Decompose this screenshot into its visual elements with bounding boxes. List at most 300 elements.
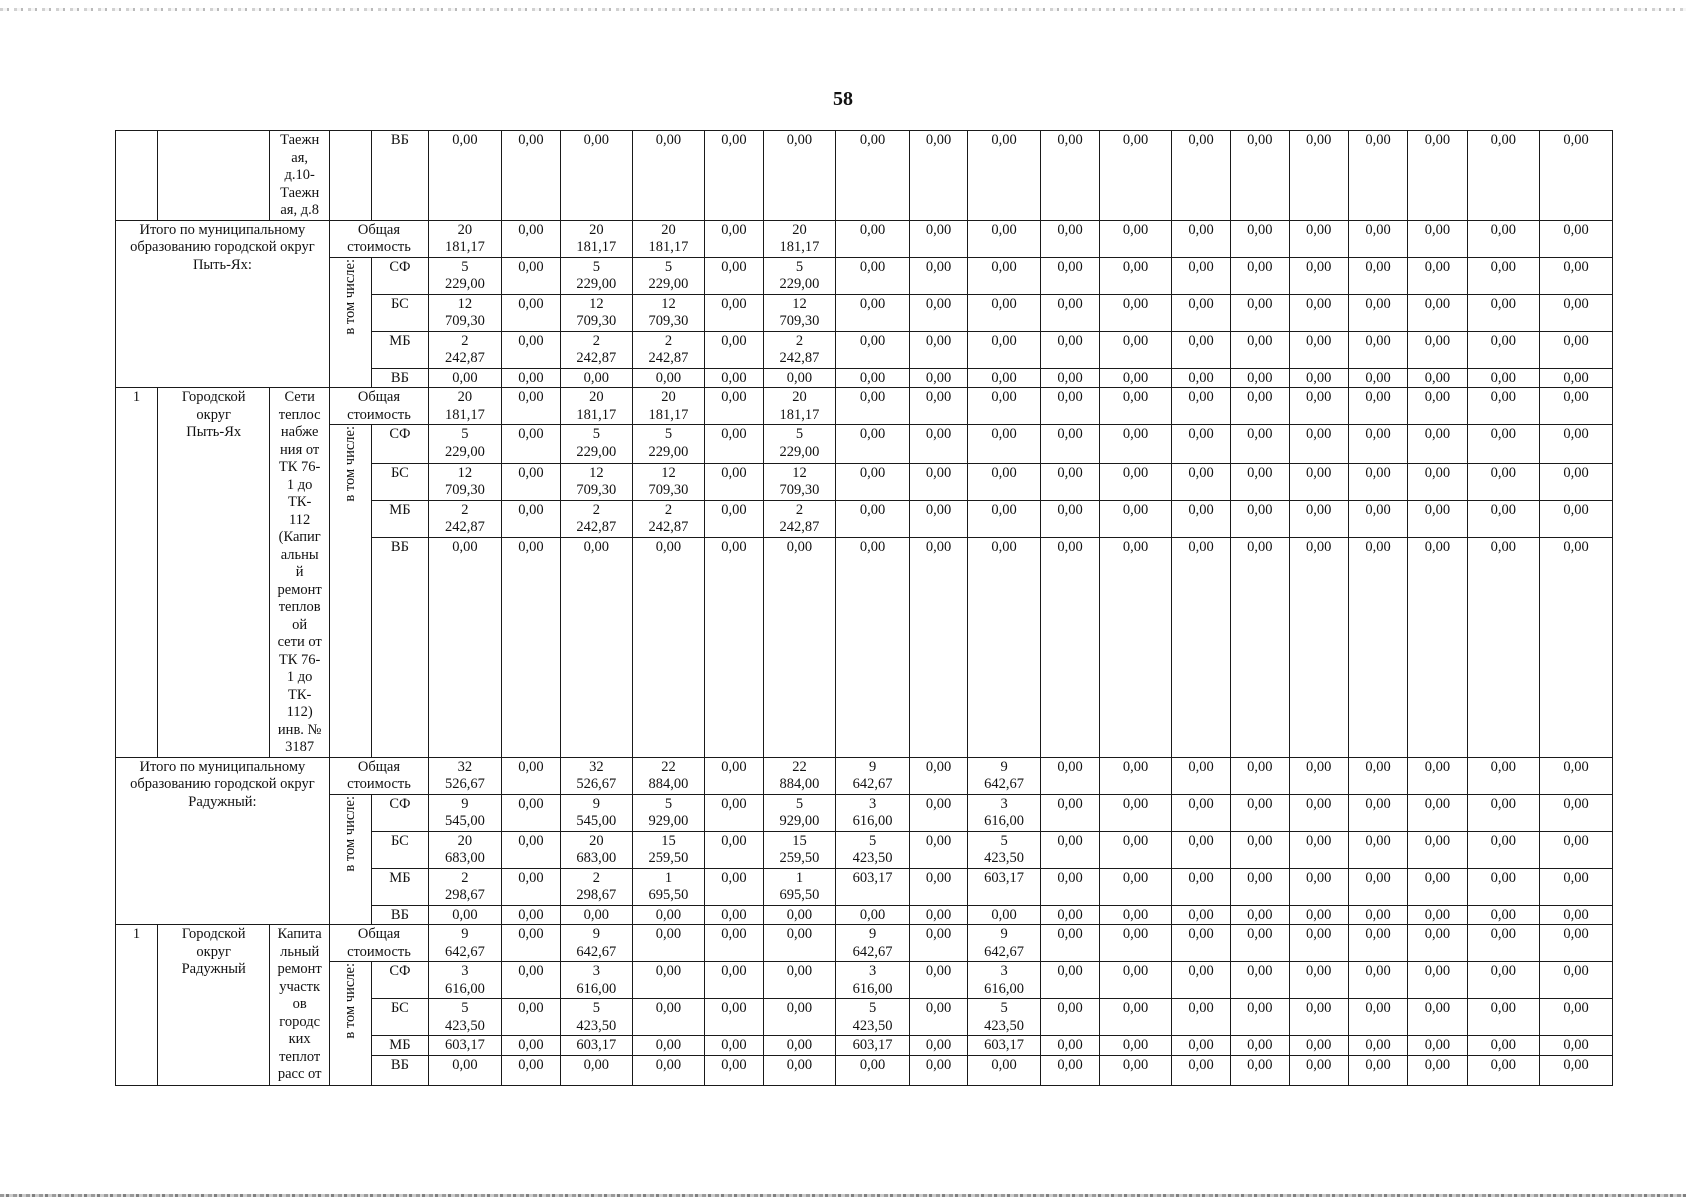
value-cell: 3 616,00 bbox=[968, 794, 1041, 831]
value-cell: 0,00 bbox=[1408, 831, 1467, 868]
value-cell: 0,00 bbox=[1408, 500, 1467, 537]
municipality: Городской округ Пыть-Ях bbox=[157, 388, 270, 758]
value-cell: 0,00 bbox=[705, 257, 763, 294]
value-cell: 0,00 bbox=[501, 831, 560, 868]
value-cell: 0,00 bbox=[501, 999, 560, 1036]
value-cell: 0,00 bbox=[1408, 999, 1467, 1036]
value-cell: 603,17 bbox=[561, 1036, 633, 1056]
value-cell: 2 242,87 bbox=[561, 331, 633, 368]
value-cell: 0,00 bbox=[1040, 1036, 1099, 1056]
value-cell: 0,00 bbox=[1040, 999, 1099, 1036]
value-cell: 0,00 bbox=[1289, 757, 1348, 794]
value-cell: 0,00 bbox=[1467, 257, 1540, 294]
value-cell: 0,00 bbox=[705, 537, 763, 757]
value-cell: 0,00 bbox=[968, 294, 1041, 331]
value-cell: 20 181,17 bbox=[763, 388, 836, 425]
value-cell: 0,00 bbox=[501, 1036, 560, 1056]
value-cell: 0,00 bbox=[1348, 425, 1407, 464]
value-cell: 0,00 bbox=[561, 537, 633, 757]
value-cell: 0,00 bbox=[1100, 905, 1172, 925]
value-cell: 0,00 bbox=[1231, 257, 1289, 294]
value-cell: 0,00 bbox=[836, 220, 910, 257]
total-cost-label: Общая стоимость bbox=[329, 220, 428, 257]
value-cell: 5 929,00 bbox=[632, 794, 705, 831]
value-cell: 20 181,17 bbox=[561, 220, 633, 257]
total-cost-label: Общая стоимость bbox=[329, 388, 428, 425]
value-cell: 3 616,00 bbox=[836, 794, 910, 831]
value-cell: 0,00 bbox=[836, 500, 910, 537]
value-cell: 0,00 bbox=[1171, 905, 1230, 925]
value-cell: 0,00 bbox=[909, 868, 967, 905]
value-cell: 0,00 bbox=[1231, 868, 1289, 905]
value-cell: 0,00 bbox=[1289, 868, 1348, 905]
value-cell: 2 242,87 bbox=[429, 331, 502, 368]
value-cell: 0,00 bbox=[1289, 999, 1348, 1036]
value-cell: 0,00 bbox=[1171, 868, 1230, 905]
value-cell: 0,00 bbox=[501, 500, 560, 537]
value-cell: 0,00 bbox=[1540, 368, 1613, 388]
value-cell: 0,00 bbox=[836, 257, 910, 294]
value-cell: 5 929,00 bbox=[763, 794, 836, 831]
value-cell: 0,00 bbox=[1171, 1055, 1230, 1085]
table-row bbox=[116, 257, 1613, 294]
value-cell: 0,00 bbox=[968, 425, 1041, 464]
value-cell: 0,00 bbox=[1289, 537, 1348, 757]
value-cell: 0,00 bbox=[1040, 331, 1099, 368]
value-cell: 0,00 bbox=[1540, 831, 1613, 868]
value-cell: 0,00 bbox=[1540, 294, 1613, 331]
value-cell: 2 242,87 bbox=[763, 500, 836, 537]
value-cell: 0,00 bbox=[705, 463, 763, 500]
value-cell: 15 259,50 bbox=[632, 831, 705, 868]
value-cell: 0,00 bbox=[909, 962, 967, 999]
table-row bbox=[116, 757, 1613, 794]
including-label bbox=[329, 962, 371, 1086]
value-cell: 0,00 bbox=[1100, 368, 1172, 388]
source-label: БС bbox=[371, 463, 428, 500]
value-cell: 0,00 bbox=[968, 331, 1041, 368]
value-cell: 0,00 bbox=[1348, 1036, 1407, 1056]
value-cell: 0,00 bbox=[1348, 962, 1407, 999]
value-cell: 0,00 bbox=[836, 131, 910, 221]
value-cell: 0,00 bbox=[968, 537, 1041, 757]
value-cell: 0,00 bbox=[1408, 131, 1467, 221]
value-cell: 0,00 bbox=[1467, 831, 1540, 868]
including-label-text: в том числе: bbox=[341, 795, 358, 872]
value-cell: 0,00 bbox=[1467, 220, 1540, 257]
value-cell: 0,00 bbox=[501, 257, 560, 294]
value-cell: 0,00 bbox=[1348, 131, 1407, 221]
table-row bbox=[116, 794, 1613, 831]
value-cell: 5 423,50 bbox=[429, 999, 502, 1036]
value-cell: 12 709,30 bbox=[632, 463, 705, 500]
value-cell: 0,00 bbox=[1408, 257, 1467, 294]
value-cell: 0,00 bbox=[1171, 831, 1230, 868]
value-cell: 0,00 bbox=[705, 794, 763, 831]
value-cell: 20 181,17 bbox=[632, 388, 705, 425]
value-cell: 15 259,50 bbox=[763, 831, 836, 868]
value-cell: 0,00 bbox=[1408, 537, 1467, 757]
value-cell: 0,00 bbox=[1540, 999, 1613, 1036]
value-cell: 0,00 bbox=[1348, 463, 1407, 500]
value-cell: 12 709,30 bbox=[763, 463, 836, 500]
value-cell: 3 616,00 bbox=[836, 962, 910, 999]
value-cell: 0,00 bbox=[1231, 500, 1289, 537]
value-cell: 0,00 bbox=[1231, 999, 1289, 1036]
value-cell: 0,00 bbox=[1231, 1036, 1289, 1056]
value-cell: 0,00 bbox=[836, 294, 910, 331]
value-cell: 0,00 bbox=[1100, 537, 1172, 757]
value-cell: 0,00 bbox=[836, 537, 910, 757]
value-cell: 0,00 bbox=[1348, 1055, 1407, 1085]
value-cell: 0,00 bbox=[561, 131, 633, 221]
value-cell: 12 709,30 bbox=[632, 294, 705, 331]
value-cell: 0,00 bbox=[1231, 1055, 1289, 1085]
value-cell: 0,00 bbox=[1100, 1036, 1172, 1056]
value-cell: 0,00 bbox=[1231, 925, 1289, 962]
value-cell: 0,00 bbox=[705, 500, 763, 537]
value-cell: 0,00 bbox=[1231, 131, 1289, 221]
value-cell: 0,00 bbox=[1040, 537, 1099, 757]
value-cell: 0,00 bbox=[1100, 868, 1172, 905]
value-cell: 0,00 bbox=[1289, 463, 1348, 500]
value-cell: 0,00 bbox=[1171, 925, 1230, 962]
value-cell: 0,00 bbox=[1171, 999, 1230, 1036]
value-cell: 0,00 bbox=[1348, 868, 1407, 905]
value-cell: 3 616,00 bbox=[429, 962, 502, 999]
value-cell: 0,00 bbox=[1540, 1055, 1613, 1085]
value-cell: 0,00 bbox=[1289, 425, 1348, 464]
value-cell: 0,00 bbox=[501, 537, 560, 757]
value-cell: 0,00 bbox=[1100, 831, 1172, 868]
value-cell: 0,00 bbox=[836, 463, 910, 500]
including-label bbox=[329, 425, 371, 758]
row-number bbox=[116, 131, 158, 221]
value-cell: 0,00 bbox=[909, 1036, 967, 1056]
value-cell: 0,00 bbox=[1540, 757, 1613, 794]
value-cell: 5 423,50 bbox=[836, 999, 910, 1036]
value-cell: 0,00 bbox=[705, 294, 763, 331]
value-cell: 0,00 bbox=[501, 925, 560, 962]
value-cell: 0,00 bbox=[1540, 962, 1613, 999]
value-cell: 0,00 bbox=[501, 1055, 560, 1085]
value-cell: 0,00 bbox=[1540, 905, 1613, 925]
value-cell: 0,00 bbox=[1100, 294, 1172, 331]
value-cell: 0,00 bbox=[1100, 925, 1172, 962]
value-cell: 0,00 bbox=[1231, 905, 1289, 925]
value-cell: 0,00 bbox=[1040, 757, 1099, 794]
value-cell: 0,00 bbox=[1467, 1055, 1540, 1085]
value-cell: 0,00 bbox=[632, 1055, 705, 1085]
value-cell: 0,00 bbox=[968, 257, 1041, 294]
value-cell: 0,00 bbox=[1100, 220, 1172, 257]
value-cell: 0,00 bbox=[1100, 794, 1172, 831]
value-cell: 0,00 bbox=[705, 331, 763, 368]
value-cell: 12 709,30 bbox=[561, 294, 633, 331]
value-cell: 12 709,30 bbox=[429, 294, 502, 331]
value-cell: 0,00 bbox=[1540, 1036, 1613, 1056]
value-cell: 0,00 bbox=[501, 131, 560, 221]
value-cell: 0,00 bbox=[1171, 131, 1230, 221]
value-cell: 0,00 bbox=[1231, 794, 1289, 831]
value-cell: 0,00 bbox=[909, 1055, 967, 1085]
value-cell: 0,00 bbox=[1348, 905, 1407, 925]
value-cell: 22 884,00 bbox=[632, 757, 705, 794]
value-cell: 0,00 bbox=[705, 131, 763, 221]
value-cell: 0,00 bbox=[909, 257, 967, 294]
value-cell: 3 616,00 bbox=[968, 962, 1041, 999]
value-cell: 0,00 bbox=[1100, 1055, 1172, 1085]
value-cell: 0,00 bbox=[1408, 757, 1467, 794]
value-cell: 0,00 bbox=[1231, 220, 1289, 257]
value-cell: 0,00 bbox=[1289, 1055, 1348, 1085]
value-cell: 0,00 bbox=[1540, 500, 1613, 537]
value-cell: 0,00 bbox=[1467, 368, 1540, 388]
value-cell: 5 229,00 bbox=[429, 425, 502, 464]
source-label: ВБ bbox=[371, 1055, 428, 1085]
value-cell: 0,00 bbox=[1467, 757, 1540, 794]
value-cell: 0,00 bbox=[705, 925, 763, 962]
value-cell: 0,00 bbox=[1348, 831, 1407, 868]
value-cell: 5 229,00 bbox=[429, 257, 502, 294]
value-cell: 0,00 bbox=[705, 962, 763, 999]
value-cell: 1 695,50 bbox=[632, 868, 705, 905]
including-label bbox=[329, 257, 371, 388]
value-cell: 603,17 bbox=[836, 1036, 910, 1056]
value-cell: 0,00 bbox=[1289, 1036, 1348, 1056]
value-cell: 0,00 bbox=[1171, 1036, 1230, 1056]
value-cell: 3 616,00 bbox=[561, 962, 633, 999]
source-label: СФ bbox=[371, 257, 428, 294]
source-label: СФ bbox=[371, 794, 428, 831]
value-cell: 0,00 bbox=[1231, 463, 1289, 500]
value-cell: 0,00 bbox=[1408, 905, 1467, 925]
value-cell: 0,00 bbox=[1467, 868, 1540, 905]
value-cell: 0,00 bbox=[1408, 1036, 1467, 1056]
value-cell: 0,00 bbox=[1348, 368, 1407, 388]
value-cell: 0,00 bbox=[909, 537, 967, 757]
value-cell: 5 423,50 bbox=[836, 831, 910, 868]
value-cell: 9 642,67 bbox=[968, 757, 1041, 794]
value-cell: 20 181,17 bbox=[429, 220, 502, 257]
value-cell: 0,00 bbox=[1408, 794, 1467, 831]
value-cell: 0,00 bbox=[1171, 794, 1230, 831]
value-cell: 0,00 bbox=[1540, 868, 1613, 905]
value-cell: 0,00 bbox=[561, 368, 633, 388]
value-cell: 0,00 bbox=[968, 368, 1041, 388]
value-cell: 0,00 bbox=[705, 220, 763, 257]
value-cell: 2 298,67 bbox=[429, 868, 502, 905]
value-cell: 0,00 bbox=[632, 962, 705, 999]
including-label bbox=[329, 794, 371, 925]
value-cell: 0,00 bbox=[1100, 257, 1172, 294]
value-cell: 0,00 bbox=[501, 220, 560, 257]
value-cell: 0,00 bbox=[632, 368, 705, 388]
value-cell: 5 229,00 bbox=[561, 257, 633, 294]
value-cell: 0,00 bbox=[1467, 925, 1540, 962]
value-cell: 0,00 bbox=[1467, 1036, 1540, 1056]
value-cell: 0,00 bbox=[1467, 294, 1540, 331]
value-cell: 0,00 bbox=[501, 294, 560, 331]
value-cell: 2 298,67 bbox=[561, 868, 633, 905]
source-label: БС bbox=[371, 831, 428, 868]
value-cell: 2 242,87 bbox=[561, 500, 633, 537]
value-cell: 0,00 bbox=[705, 388, 763, 425]
value-cell: 0,00 bbox=[836, 331, 910, 368]
value-cell: 9 642,67 bbox=[429, 925, 502, 962]
value-cell: 0,00 bbox=[836, 905, 910, 925]
value-cell: 0,00 bbox=[1040, 294, 1099, 331]
value-cell: 0,00 bbox=[1289, 925, 1348, 962]
value-cell: 0,00 bbox=[763, 1036, 836, 1056]
value-cell: 12 709,30 bbox=[561, 463, 633, 500]
value-cell: 0,00 bbox=[1540, 331, 1613, 368]
value-cell: 0,00 bbox=[1040, 131, 1099, 221]
value-cell: 0,00 bbox=[501, 905, 560, 925]
value-cell: 0,00 bbox=[1040, 925, 1099, 962]
value-cell: 0,00 bbox=[909, 294, 967, 331]
value-cell: 0,00 bbox=[836, 388, 910, 425]
value-cell: 0,00 bbox=[1348, 500, 1407, 537]
value-cell: 22 884,00 bbox=[763, 757, 836, 794]
value-cell: 0,00 bbox=[1231, 388, 1289, 425]
value-cell: 0,00 bbox=[1289, 500, 1348, 537]
value-cell: 0,00 bbox=[1231, 294, 1289, 331]
value-cell: 0,00 bbox=[1289, 794, 1348, 831]
value-cell: 0,00 bbox=[1408, 868, 1467, 905]
value-cell: 0,00 bbox=[909, 999, 967, 1036]
total-cost-label: Общая стоимость bbox=[329, 757, 428, 794]
value-cell: 9 642,67 bbox=[836, 925, 910, 962]
value-cell: 0,00 bbox=[1171, 500, 1230, 537]
value-cell: 0,00 bbox=[909, 220, 967, 257]
value-cell: 0,00 bbox=[909, 500, 967, 537]
group-total-title: Итого по муниципальному образованию городской округ Пыть-Ях: bbox=[116, 220, 330, 388]
value-cell: 0,00 bbox=[909, 131, 967, 221]
value-cell: 20 181,17 bbox=[763, 220, 836, 257]
value-cell: 0,00 bbox=[1408, 368, 1467, 388]
value-cell: 9 642,67 bbox=[968, 925, 1041, 962]
value-cell: 0,00 bbox=[909, 925, 967, 962]
value-cell: 0,00 bbox=[1467, 388, 1540, 425]
value-cell: 0,00 bbox=[1408, 388, 1467, 425]
value-cell: 603,17 bbox=[968, 868, 1041, 905]
value-cell: 0,00 bbox=[632, 1036, 705, 1056]
including-label-text: в том числе: bbox=[341, 258, 358, 335]
including-label bbox=[329, 131, 371, 221]
value-cell: 0,00 bbox=[968, 905, 1041, 925]
object-name: Сети теплос набже ния от ТК 76- 1 до ТК- 112 (Капиг альны й ремонт теплов ой сети от ТК 76- 1 до ТК- 112) инв. № 3187 bbox=[270, 388, 329, 758]
value-cell: 0,00 bbox=[1540, 537, 1613, 757]
value-cell: 0,00 bbox=[1348, 294, 1407, 331]
value-cell: 0,00 bbox=[836, 1055, 910, 1085]
value-cell: 0,00 bbox=[1289, 131, 1348, 221]
value-cell: 0,00 bbox=[632, 905, 705, 925]
row-number: 1 bbox=[116, 925, 158, 1086]
value-cell: 0,00 bbox=[632, 537, 705, 757]
source-label: БС bbox=[371, 999, 428, 1036]
value-cell: 0,00 bbox=[1171, 368, 1230, 388]
value-cell: 0,00 bbox=[1348, 257, 1407, 294]
value-cell: 2 242,87 bbox=[632, 331, 705, 368]
value-cell: 0,00 bbox=[1231, 831, 1289, 868]
value-cell: 0,00 bbox=[968, 388, 1041, 425]
value-cell: 0,00 bbox=[429, 905, 502, 925]
value-cell: 0,00 bbox=[1100, 425, 1172, 464]
source-label: МБ bbox=[371, 500, 428, 537]
value-cell: 0,00 bbox=[1408, 331, 1467, 368]
value-cell: 0,00 bbox=[501, 794, 560, 831]
value-cell: 0,00 bbox=[1171, 388, 1230, 425]
value-cell: 20 181,17 bbox=[561, 388, 633, 425]
value-cell: 2 242,87 bbox=[632, 500, 705, 537]
value-cell: 0,00 bbox=[763, 925, 836, 962]
value-cell: 0,00 bbox=[1540, 257, 1613, 294]
value-cell: 0,00 bbox=[705, 425, 763, 464]
value-cell: 5 229,00 bbox=[561, 425, 633, 464]
source-label: МБ bbox=[371, 868, 428, 905]
value-cell: 9 642,67 bbox=[836, 757, 910, 794]
value-cell: 0,00 bbox=[1040, 905, 1099, 925]
value-cell: 0,00 bbox=[429, 1055, 502, 1085]
value-cell: 5 423,50 bbox=[968, 831, 1041, 868]
value-cell: 0,00 bbox=[1040, 220, 1099, 257]
value-cell: 0,00 bbox=[1231, 425, 1289, 464]
value-cell: 0,00 bbox=[1289, 220, 1348, 257]
value-cell: 0,00 bbox=[1540, 220, 1613, 257]
value-cell: 0,00 bbox=[1040, 425, 1099, 464]
value-cell: 0,00 bbox=[1467, 331, 1540, 368]
value-cell: 0,00 bbox=[1540, 388, 1613, 425]
value-cell: 0,00 bbox=[1171, 962, 1230, 999]
value-cell: 0,00 bbox=[561, 905, 633, 925]
value-cell: 0,00 bbox=[429, 131, 502, 221]
value-cell: 0,00 bbox=[968, 131, 1041, 221]
source-label: ВБ bbox=[371, 368, 428, 388]
value-cell: 0,00 bbox=[501, 463, 560, 500]
table-row bbox=[116, 962, 1613, 999]
value-cell: 0,00 bbox=[763, 131, 836, 221]
value-cell: 0,00 bbox=[1348, 537, 1407, 757]
value-cell: 0,00 bbox=[1408, 220, 1467, 257]
value-cell: 12 709,30 bbox=[429, 463, 502, 500]
value-cell: 0,00 bbox=[1467, 425, 1540, 464]
value-cell: 0,00 bbox=[968, 220, 1041, 257]
value-cell: 0,00 bbox=[1289, 905, 1348, 925]
value-cell: 0,00 bbox=[1040, 368, 1099, 388]
table-row bbox=[116, 925, 1613, 962]
value-cell: 0,00 bbox=[1100, 331, 1172, 368]
value-cell: 0,00 bbox=[1540, 925, 1613, 962]
value-cell: 0,00 bbox=[705, 905, 763, 925]
value-cell: 0,00 bbox=[1231, 331, 1289, 368]
value-cell: 0,00 bbox=[1467, 905, 1540, 925]
value-cell: 0,00 bbox=[1171, 463, 1230, 500]
value-cell: 0,00 bbox=[1231, 757, 1289, 794]
value-cell: 0,00 bbox=[763, 962, 836, 999]
value-cell: 0,00 bbox=[1408, 294, 1467, 331]
source-label: БС bbox=[371, 294, 428, 331]
value-cell: 0,00 bbox=[1171, 537, 1230, 757]
value-cell: 603,17 bbox=[968, 1036, 1041, 1056]
value-cell: 12 709,30 bbox=[763, 294, 836, 331]
value-cell: 32 526,67 bbox=[561, 757, 633, 794]
value-cell: 0,00 bbox=[1171, 220, 1230, 257]
value-cell: 0,00 bbox=[909, 831, 967, 868]
value-cell: 0,00 bbox=[1040, 257, 1099, 294]
value-cell: 9 545,00 bbox=[429, 794, 502, 831]
source-label: СФ bbox=[371, 962, 428, 999]
